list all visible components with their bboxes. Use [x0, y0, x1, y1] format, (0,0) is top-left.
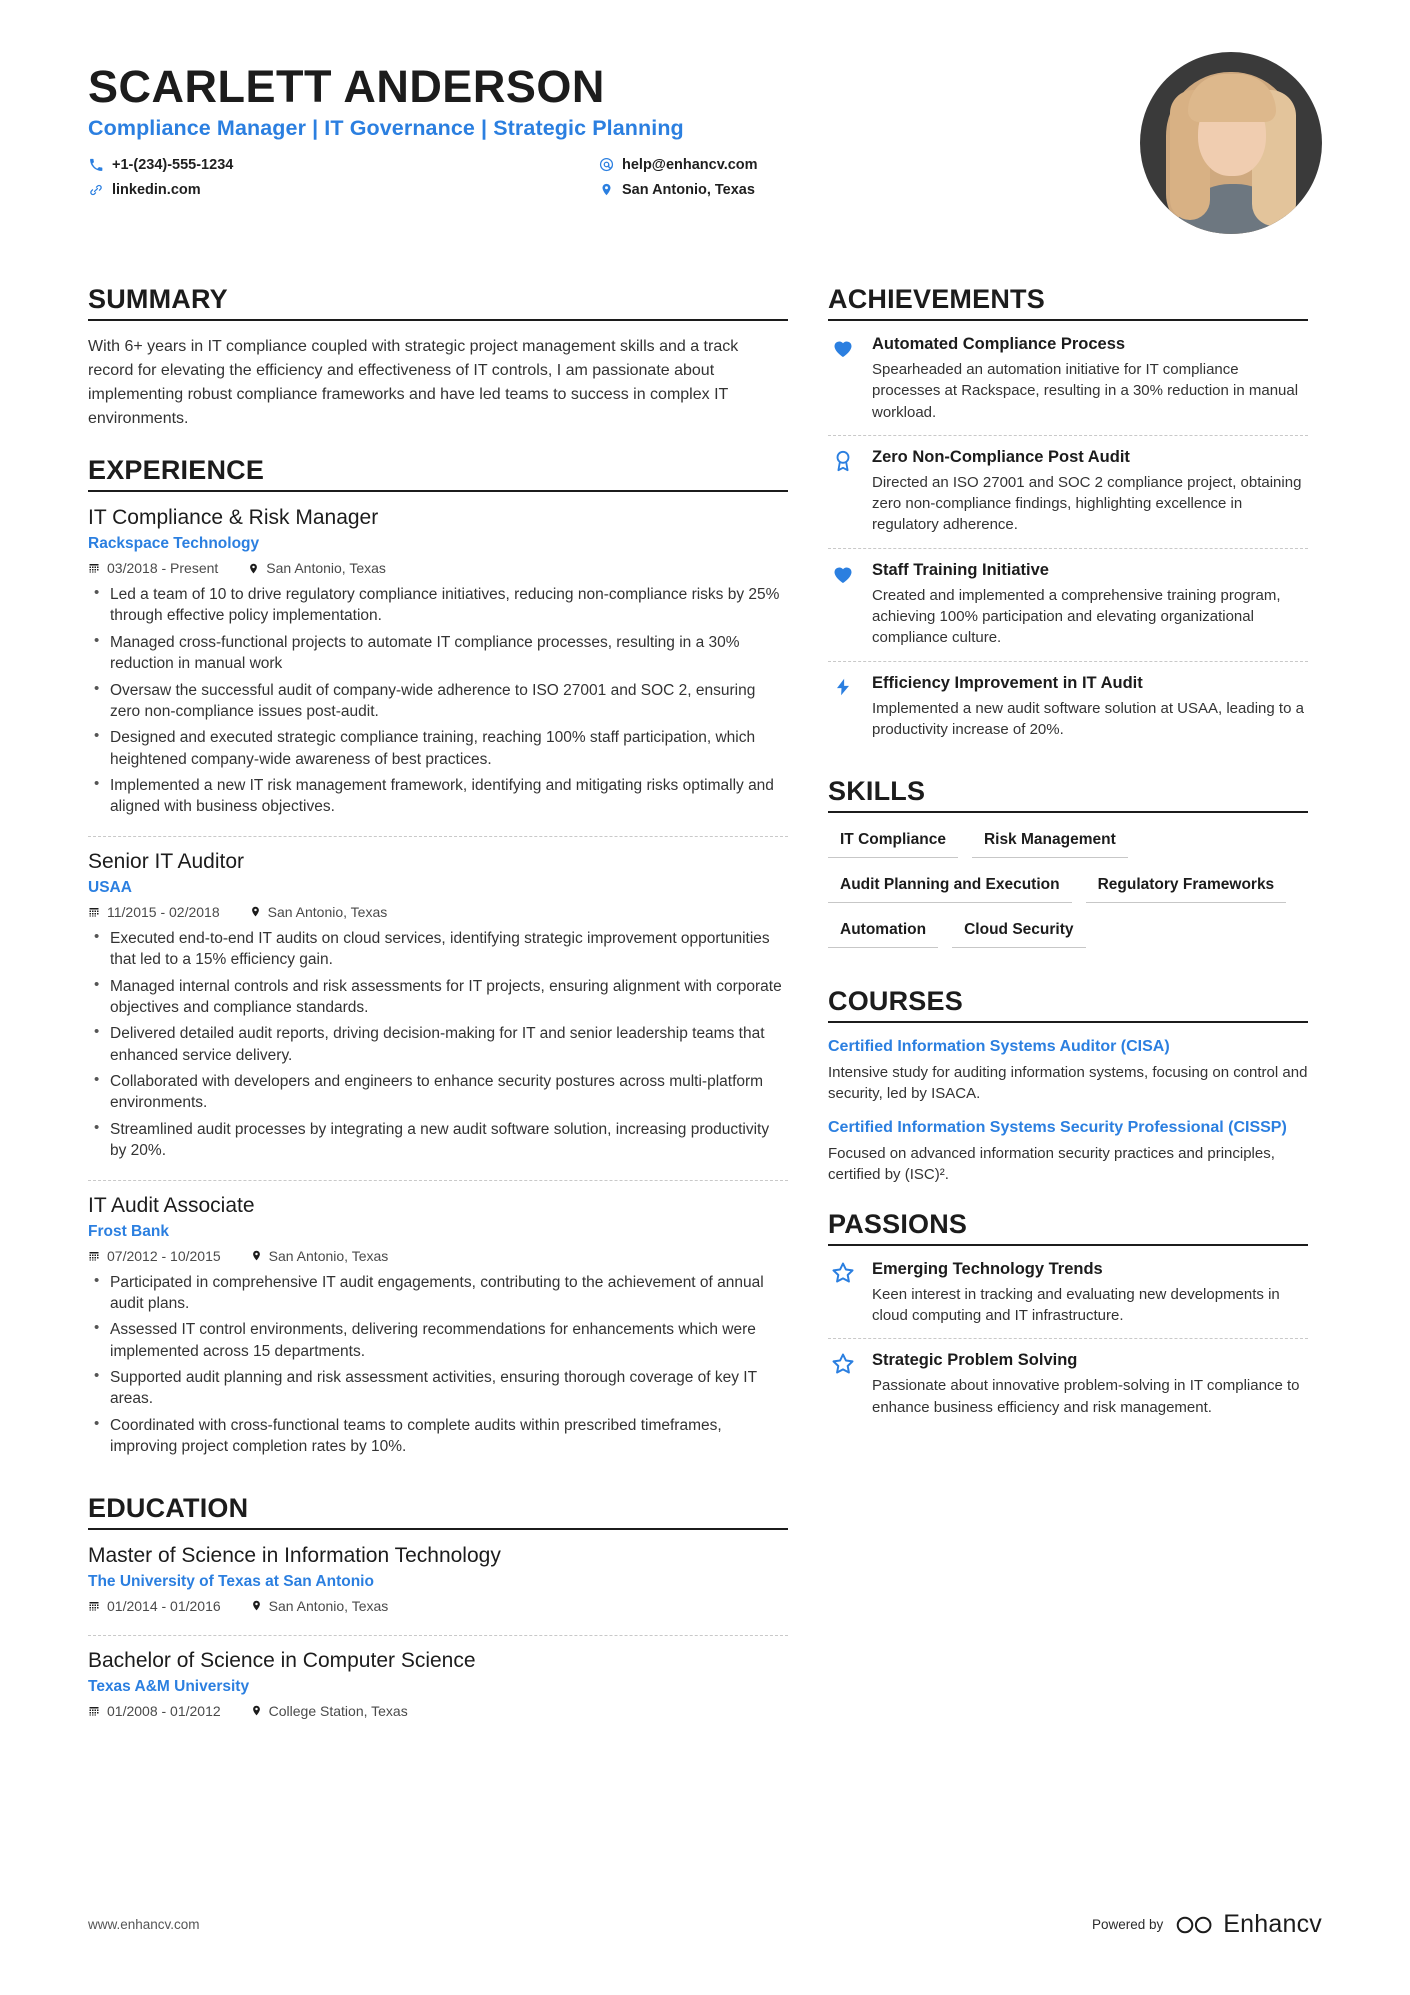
phone-icon: [88, 158, 104, 172]
education-meta: [88, 1703, 788, 1719]
job-location: [248, 560, 386, 576]
job-title: IT Compliance & Risk Manager: [88, 506, 379, 529]
section-achievements: [828, 284, 1308, 752]
job-company: Frost Bank: [88, 1222, 169, 1240]
course-title: Certified Information Systems Auditor (CISA): [828, 1038, 1170, 1056]
list-item: • Managed cross-functional projects to automate IT compliance processes, resulting in a 30% reduction in manual work: [88, 632, 788, 675]
course-item: [828, 1037, 1308, 1104]
passion-title: Strategic Problem Solving: [872, 1351, 1078, 1370]
summary-heading: SUMMARY: [88, 284, 228, 314]
job-meta: [88, 1248, 788, 1264]
list-item: • Designed and executed strategic compliance training, reaching 100% staff participation, which heightened company-wide awareness of best practices.: [88, 727, 788, 770]
divider: [88, 319, 788, 321]
contact-linkedin-label: linkedin.com: [112, 181, 201, 198]
divider: [828, 1021, 1308, 1023]
job-company: Rackspace Technology: [88, 535, 260, 552]
contact-phone-label: +1-(234)-555-1234: [112, 156, 234, 173]
list-item: • Streamlined audit processes by integrating a new audit software solution, increasing productivity by 20%.: [88, 1119, 788, 1162]
course-desc: Focused on advanced information security practices and principles, certified by (ISC)².: [828, 1144, 1275, 1183]
contact-email-label: help@enhancv.com: [622, 156, 758, 173]
experience-entry: [88, 836, 788, 1173]
job-dates: [88, 1248, 221, 1264]
passion-item: [828, 1338, 1308, 1430]
degree-title: Master of Science in Information Technology: [88, 1543, 501, 1567]
achievement-desc: Spearheaded an automation initiative for IT compliance processes at Rackspace, resulting in a 30% reduction in manual workload.: [872, 361, 1299, 421]
achievement-desc: Implemented a new audit software solution at USAA, leading to a productivity increase of 20%.: [872, 699, 1304, 738]
calendar-icon: [88, 1250, 100, 1262]
degree-title: Bachelor of Science in Computer Science: [88, 1648, 476, 1672]
email-icon: [598, 157, 614, 172]
achievement-item: [828, 548, 1308, 661]
achievement-title: Automated Compliance Process: [872, 335, 1126, 353]
job-dates-label: 07/2012 - 10/2015: [107, 1247, 221, 1264]
job-dates: [88, 904, 220, 920]
list-item: • Delivered detailed audit reports, driving decision-making for IT and senior leadership teams that enhanced service delivery.: [88, 1023, 788, 1066]
location-icon: [251, 1599, 262, 1612]
passion-desc: Keen interest in tracking and evaluating new developments in cloud computing and IT infrastructure.: [872, 1285, 1280, 1325]
list-item: • Implemented a new IT risk management framework, identifying and mitigating risks optimally and aligned with business objectives.: [88, 775, 788, 818]
powered-by-label: Powered by: [1092, 1917, 1164, 1932]
star-icon: [828, 1260, 858, 1327]
calendar-icon: [88, 1600, 100, 1612]
experience-entry: [88, 506, 788, 829]
job-bullets: [88, 928, 788, 1162]
location-icon: [598, 182, 614, 197]
achievement-item: [828, 435, 1308, 548]
contact-location-label: San Antonio, Texas: [622, 181, 755, 198]
avatar: [1140, 52, 1322, 234]
section-education: [88, 1493, 788, 1733]
job-bullets: [88, 584, 788, 818]
list-item: • Managed internal controls and risk assessments for IT projects, ensuring alignment with corporate objectives and compliance standards.: [88, 976, 788, 1019]
calendar-icon: [88, 562, 100, 574]
education-location: [251, 1703, 408, 1719]
section-courses: [828, 986, 1308, 1185]
skills-heading: SKILLS: [828, 776, 926, 807]
contact-phone[interactable]: [88, 157, 598, 173]
education-location-label: College Station, Texas: [268, 1702, 408, 1719]
skill-tag: IT Compliance: [828, 827, 958, 858]
education-dates-label: 01/2008 - 01/2012: [107, 1702, 221, 1719]
job-dates-label: 11/2015 - 02/2018: [107, 903, 220, 920]
skill-tag: Risk Management: [972, 827, 1128, 858]
contact-list: [88, 157, 988, 198]
link-icon: [88, 183, 104, 197]
job-location: [251, 1248, 389, 1264]
right-column: [828, 284, 1308, 1757]
section-skills: [828, 776, 1308, 962]
contact-email[interactable]: [598, 157, 988, 173]
passions-heading: PASSIONS: [828, 1208, 968, 1239]
skills-list: [828, 827, 1308, 962]
school-name: The University of Texas at San Antonio: [88, 1572, 374, 1590]
divider: [88, 1528, 788, 1530]
experience-entry: [88, 1180, 788, 1469]
education-entry: [88, 1544, 788, 1628]
skill-tag: Automation: [828, 917, 938, 948]
list-item: • Assessed IT control environments, delivering recommendations for enhancements which were implemented across 15 departments.: [88, 1319, 788, 1362]
education-dates-label: 01/2014 - 01/2016: [107, 1597, 221, 1614]
education-entry: [88, 1635, 788, 1733]
footer-branding: [1092, 1910, 1322, 1939]
education-dates: [88, 1703, 221, 1719]
award-icon: [828, 448, 858, 536]
skill-tag: Regulatory Frameworks: [1086, 872, 1287, 903]
job-location-label: San Antonio, Texas: [266, 560, 386, 576]
location-icon: [250, 905, 261, 918]
summary-text: With 6+ years in IT compliance coupled with strategic project management skills and a track record for elevating the efficiency and effectiveness of IT controls, I am passionate about implementing robust compliance frameworks and have led teams to success in complex IT environments.: [88, 338, 739, 427]
passion-desc: Passionate about innovative problem-solving in IT compliance to enhance business efficiency and risk management.: [872, 1377, 1300, 1416]
achievement-desc: Directed an ISO 27001 and SOC 2 compliance project, obtaining zero non-compliance findings, highlighting excellence in regulatory adherence.: [872, 473, 1302, 534]
left-column: [88, 284, 788, 1757]
resume-header: [88, 62, 1322, 262]
list-item: • Led a team of 10 to drive regulatory compliance initiatives, reducing non-compliance risks by 25% through effective policy implementation.: [88, 584, 788, 627]
job-location: [250, 904, 388, 920]
achievement-title: Staff Training Initiative: [872, 560, 1049, 579]
passion-item: [828, 1260, 1308, 1339]
contact-linkedin[interactable]: [88, 182, 598, 198]
achievement-item: [828, 661, 1308, 753]
achievement-desc: Created and implemented a comprehensive training program, achieving 100% participation and elevating organizational compliance culture.: [872, 586, 1281, 647]
location-icon: [251, 1704, 262, 1717]
contact-location: [598, 182, 988, 198]
achievement-item: [828, 335, 1308, 435]
education-location: [251, 1598, 389, 1614]
job-meta: [88, 560, 788, 576]
location-icon: [248, 562, 259, 575]
job-company: USAA: [88, 878, 132, 896]
education-dates: [88, 1598, 221, 1614]
list-item: • Participated in comprehensive IT audit engagements, contributing to the achievement of annual audit plans.: [88, 1272, 788, 1315]
section-summary: [88, 284, 788, 431]
achievement-title: Zero Non-Compliance Post Audit: [872, 447, 1130, 466]
job-title: IT Audit Associate: [88, 1193, 255, 1217]
calendar-icon: [88, 1705, 100, 1717]
star-icon: [828, 1351, 858, 1418]
course-item: [828, 1118, 1308, 1185]
course-desc: Intensive study for auditing information systems, focusing on control and security, led by ISACA.: [828, 1064, 1308, 1103]
enhancv-mark-icon: [1175, 1912, 1215, 1938]
list-item: • Coordinated with cross-functional teams to complete audits within prescribed timeframes, improving project completion rates by 10%.: [88, 1415, 788, 1458]
job-meta: [88, 904, 788, 920]
list-item: • Executed end-to-end IT audits on cloud services, identifying strategic improvement opportunities that led to a 15% efficiency gain.: [88, 928, 788, 971]
education-location-label: San Antonio, Texas: [268, 1597, 389, 1614]
heart-icon: [828, 561, 858, 649]
heart-icon: [828, 335, 858, 423]
divider: [88, 490, 788, 492]
section-passions: [828, 1209, 1308, 1430]
list-item: • Collaborated with developers and engineers to enhance security postures across multi-platform environments.: [88, 1071, 788, 1114]
courses-heading: COURSES: [828, 986, 963, 1017]
job-location-label: San Antonio, Texas: [267, 903, 388, 920]
professional-headline: Compliance Manager | IT Governance | Strategic Planning: [88, 115, 684, 140]
experience-heading: EXPERIENCE: [88, 455, 265, 485]
job-dates: [88, 560, 218, 576]
skill-tag: Audit Planning and Execution: [828, 872, 1072, 903]
bolt-icon: [828, 674, 858, 741]
enhancv-wordmark: Enhancv: [1223, 1910, 1322, 1938]
page-title: SCARLETT ANDERSON: [88, 61, 605, 112]
divider: [828, 319, 1308, 321]
job-dates-label: 03/2018 - Present: [107, 560, 219, 576]
job-bullets: [88, 1272, 788, 1458]
list-item: • Oversaw the successful audit of company-wide adherence to ISO 27001 and SOC 2, ensuring zero non-compliance issues post-audit.: [88, 680, 788, 723]
footer-website[interactable]: www.enhancv.com: [88, 1917, 200, 1932]
enhancv-logo: [1175, 1910, 1322, 1939]
job-location-label: San Antonio, Texas: [268, 1247, 389, 1264]
education-meta: [88, 1598, 788, 1614]
location-icon: [251, 1249, 262, 1262]
achievements-heading: ACHIEVEMENTS: [828, 284, 1045, 314]
passion-title: Emerging Technology Trends: [872, 1259, 1103, 1278]
divider: [828, 1244, 1308, 1246]
skill-tag: Cloud Security: [952, 917, 1085, 948]
calendar-icon: [88, 906, 100, 918]
achievement-title: Efficiency Improvement in IT Audit: [872, 673, 1143, 692]
divider: [828, 811, 1308, 813]
job-title: Senior IT Auditor: [88, 849, 245, 873]
course-title: Certified Information Systems Security Professional (CISSP): [828, 1119, 1287, 1137]
education-heading: EDUCATION: [88, 1492, 249, 1523]
section-experience: [88, 455, 788, 1469]
school-name: Texas A&M University: [88, 1677, 250, 1695]
list-item: • Supported audit planning and risk assessment activities, ensuring thorough coverage of key IT areas.: [88, 1367, 788, 1410]
page-footer: [88, 1910, 1322, 1939]
